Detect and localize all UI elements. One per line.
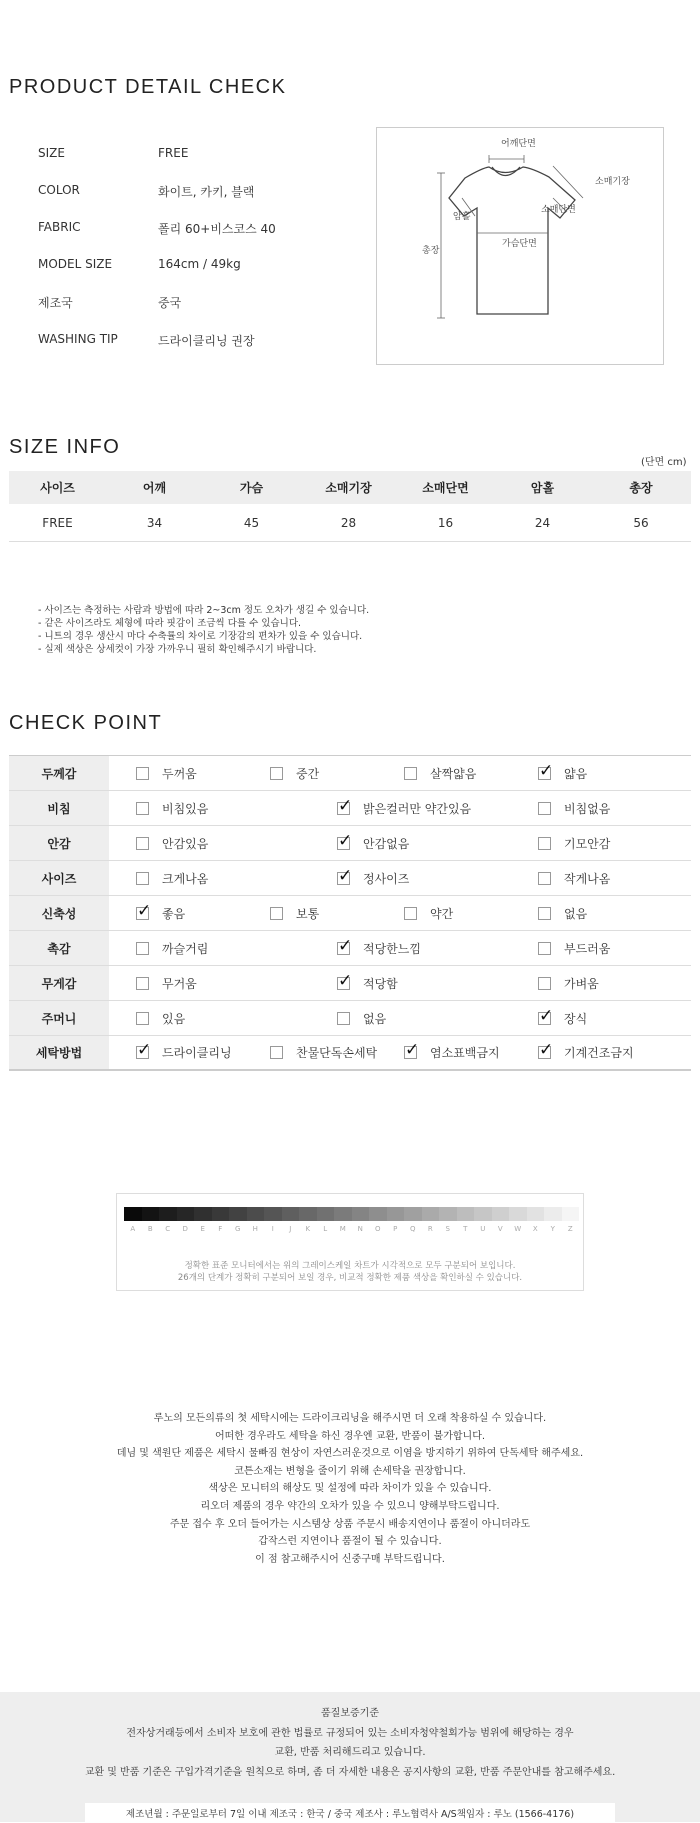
grayscale-swatch [159, 1207, 177, 1221]
spec-label-color: COLOR [38, 183, 80, 197]
size-notes [38, 604, 369, 656]
checkbox-checked[interactable] [538, 1012, 551, 1025]
grayscale-letter: H [252, 1225, 258, 1233]
grayscale-letter: J [289, 1225, 292, 1233]
size-table-header [9, 471, 691, 504]
checkbox-checked[interactable] [337, 837, 350, 850]
care-line: 코튼소재는 변형을 줄이기 위해 손세탁을 권장합니다. [234, 1465, 466, 1477]
option-pocket-no[interactable]: 없음 [337, 1001, 386, 1035]
size-unit: (단면 cm) [641, 457, 687, 468]
label-chest: 가슴단면 [502, 239, 537, 249]
checkbox[interactable] [136, 837, 149, 850]
grayscale-swatch [334, 1207, 352, 1221]
grayscale-note-2: 26개의 단계가 정확히 구분되어 보일 경우, 비교적 정확한 제품 색상을 확인하실 수 있습니다. [177, 1273, 523, 1283]
grayscale-swatch [492, 1207, 510, 1221]
checkbox[interactable] [136, 942, 149, 955]
grayscale-swatch [142, 1207, 160, 1221]
check-row-weight [9, 966, 691, 1001]
cell-total-length: 56 [633, 515, 649, 530]
option-texture-soft[interactable]: 부드러움 [538, 931, 610, 965]
grayscale-letter: Z [567, 1225, 573, 1233]
cell-shoulder: 34 [146, 515, 163, 530]
spec-label-fabric: FABRIC [38, 220, 81, 234]
footer-title: 품질보증기준 [321, 1708, 379, 1719]
footer-line: 전자상거래등에서 소비자 보호에 관한 법률로 규정되어 있는 소비자청약철회가능 범위에 해당하는 경우 [126, 1727, 574, 1739]
grayscale-letter: L [323, 1225, 328, 1233]
note-line: - 실제 색상은 상세컷이 가장 가까우니 필히 확인해주시기 바랍니다. [38, 644, 317, 655]
grayscale-letter: S [445, 1225, 450, 1233]
checkbox[interactable] [404, 907, 417, 920]
care-line: 리오더 제품의 경우 약간의 오차가 있을 수 있으니 양해부탁드립니다. [200, 1500, 500, 1512]
option-stretch-normal[interactable]: 보통 [270, 896, 319, 930]
label-sleeve-width: 소매단면 [541, 205, 576, 215]
grayscale-letter: Q [409, 1225, 416, 1233]
grayscale-swatch [177, 1207, 195, 1221]
grayscale-letter: K [305, 1225, 311, 1233]
check-label: 주머니 [9, 1001, 109, 1035]
option-stretch-good[interactable]: ✓ 좋음 [136, 896, 185, 930]
grayscale-letter: X [532, 1225, 538, 1233]
care-line: 갑작스런 지연이나 품절이 될 수 있습니다. [258, 1536, 442, 1548]
label-armhole: 암홀 [453, 212, 471, 222]
care-line: 어떠한 경우라도 세탁을 하신 경우엔 교환, 반품이 불가합니다. [214, 1430, 486, 1442]
check-label: 안감 [9, 826, 109, 860]
checkbox-checked[interactable] [337, 802, 350, 815]
grayscale-swatch [212, 1207, 230, 1221]
check-label: 무게감 [9, 966, 109, 1000]
option-sheer-yes[interactable]: 비침있음 [136, 791, 208, 825]
option-thin[interactable]: ✓ 얇음 [538, 756, 587, 790]
footer-line: 교환, 반품 처리해드리고 있습니다. [274, 1747, 426, 1758]
grayscale-letter: Y [550, 1225, 555, 1233]
checkbox[interactable] [270, 907, 283, 920]
grayscale-letter: G [235, 1225, 241, 1233]
checkbox[interactable] [404, 767, 417, 780]
option-lining-fleece[interactable]: 기모안감 [538, 826, 610, 860]
grayscale-swatch [422, 1207, 440, 1221]
care-line: 색상은 모니터의 해상도 및 설정에 따라 차이가 있을 수 있습니다. [208, 1483, 492, 1495]
option-size-true[interactable]: ✓ 정사이즈 [337, 861, 409, 895]
footer-text [0, 1704, 700, 1782]
grayscale-swatch [474, 1207, 492, 1221]
grayscale-letter: T [463, 1225, 468, 1233]
grayscale-swatch [562, 1207, 580, 1221]
grayscale-swatches [124, 1207, 579, 1221]
option-wash-cold-hand[interactable]: 찬물단독손세탁 [270, 1036, 377, 1069]
spec-label-model-size: MODEL SIZE [38, 257, 113, 271]
checkbox[interactable] [538, 907, 551, 920]
grayscale-swatch [457, 1207, 475, 1221]
note-line: - 사이즈는 측정하는 사람과 방법에 따라 2~3cm 정도 오차가 생길 수 있습니다. [38, 605, 370, 616]
grayscale-swatch [387, 1207, 405, 1221]
grayscale-swatch [369, 1207, 387, 1221]
checkbox[interactable] [136, 1012, 149, 1025]
note-line: - 같은 사이즈라도 체형에 따라 핏감이 조금씩 다를 수 있습니다. [38, 618, 302, 629]
option-lining-yes[interactable]: 안감있음 [136, 826, 208, 860]
header-sleeve-width: 소매단면 [422, 481, 469, 495]
grayscale-swatch [527, 1207, 545, 1221]
checkbox-checked[interactable] [538, 1046, 551, 1059]
spec-value-color: 화이트, 카키, 블랙 [158, 185, 255, 199]
option-stretch-none[interactable]: 없음 [538, 896, 587, 930]
spec-label-origin: 제조국 [38, 296, 73, 310]
grayscale-swatch [439, 1207, 457, 1221]
spec-value-model-size: 164cm / 49kg [158, 257, 241, 271]
option-size-small[interactable]: 작게나옴 [538, 861, 610, 895]
checkbox[interactable] [538, 872, 551, 885]
check-point-title: CHECK POINT [9, 712, 163, 734]
spec-label-size: SIZE [38, 146, 65, 160]
cell-sleeve-length: 28 [340, 515, 357, 530]
cell-chest: 45 [243, 515, 260, 530]
spec-value-washing: 드라이클리닝 권장 [158, 334, 255, 348]
measurement-diagram [376, 127, 664, 365]
option-texture-rough[interactable]: 까슬거림 [136, 931, 208, 965]
grayscale-letter: W [514, 1225, 522, 1233]
check-point-table [9, 755, 691, 1071]
option-medium[interactable]: 중간 [270, 756, 319, 790]
grayscale-letter: A [130, 1225, 136, 1233]
care-line: 주문 접수 후 오더 들어가는 시스템상 상품 주문시 배송지연이나 품절이 아니더라도 [169, 1518, 531, 1530]
checkbox-checked[interactable] [136, 907, 149, 920]
care-line: 데님 및 색원단 제품은 세탁시 물빠짐 현상이 자연스러운것으로 이염을 방지하기 위하여 단독세탁 해주세요. [116, 1448, 584, 1460]
checkbox[interactable] [136, 977, 149, 990]
check-label: 세탁방법 [9, 1036, 109, 1069]
grayscale-letter: P [393, 1225, 398, 1233]
manufacture-info-bar: 제조년월 : 주문일로부터 7일 이내 제조국 : 한국 / 중국 제조사 : 루노협력사 A/S책임자 : 루노 (1566-4176) [85, 1803, 615, 1823]
checkbox[interactable] [270, 767, 283, 780]
option-texture-moderate[interactable]: ✓ 적당한느낌 [337, 931, 421, 965]
quality-footer [0, 1692, 700, 1822]
check-label: 신축성 [9, 896, 109, 930]
grayscale-letter: B [147, 1225, 153, 1233]
grayscale-swatch [509, 1207, 527, 1221]
spec-label-washing: WASHING TIP [38, 332, 118, 346]
grayscale-swatch [404, 1207, 422, 1221]
care-notice [0, 1410, 700, 1568]
header-size: 사이즈 [40, 481, 75, 495]
grayscale-note-1: 정확한 표준 모니터에서는 위의 그레이스케일 차트가 시각적으로 모두 구분되어 보입니다. [184, 1261, 516, 1271]
grayscale-swatch [124, 1207, 142, 1221]
checkbox[interactable] [538, 977, 551, 990]
care-line: 이 점 참고해주시어 신중구매 부탁드립니다. [255, 1553, 445, 1565]
check-row-stretch [9, 896, 691, 931]
checkbox-checked[interactable] [337, 942, 350, 955]
check-row-washing [9, 1036, 691, 1071]
grayscale-letter: E [200, 1225, 205, 1233]
grayscale-letter: O [374, 1225, 381, 1233]
option-weight-light[interactable]: 가벼움 [538, 966, 599, 1000]
checkbox[interactable] [136, 767, 149, 780]
header-shoulder: 어깨 [142, 481, 167, 495]
checkbox-checked[interactable] [136, 1046, 149, 1059]
grayscale-letters [124, 1225, 579, 1233]
option-lining-no[interactable]: ✓ 안감없음 [337, 826, 409, 860]
checkbox[interactable] [538, 942, 551, 955]
option-pocket-decor[interactable]: ✓ 장식 [538, 1001, 587, 1035]
grayscale-letter: R [427, 1225, 433, 1233]
option-wash-dry[interactable]: ✓ 드라이클리닝 [136, 1036, 232, 1069]
option-wash-no-machine-dry[interactable]: ✓ 기계건조금지 [538, 1036, 634, 1069]
checkbox-checked[interactable] [538, 767, 551, 780]
check-label: 비침 [9, 791, 109, 825]
check-label: 두께감 [9, 756, 109, 790]
spec-value-size: FREE [158, 146, 189, 160]
grayscale-letter: D [182, 1225, 188, 1233]
grayscale-swatch [229, 1207, 247, 1221]
grayscale-letter: I [271, 1225, 274, 1233]
header-chest: 가슴 [239, 481, 264, 495]
checkbox[interactable] [136, 802, 149, 815]
spec-value-origin: 중국 [158, 296, 182, 310]
option-sheer-no[interactable]: 비침없음 [538, 791, 610, 825]
check-row-thickness [9, 756, 691, 791]
grayscale-swatch [299, 1207, 317, 1221]
grayscale-swatch [194, 1207, 212, 1221]
checkbox-checked[interactable] [337, 872, 350, 885]
option-weight-moderate[interactable]: ✓ 적당함 [337, 966, 398, 1000]
checkbox-checked[interactable] [337, 977, 350, 990]
option-size-large[interactable]: 크게나옴 [136, 861, 208, 895]
option-wash-no-bleach[interactable]: ✓ 염소표백금지 [404, 1036, 500, 1069]
check-row-sheer [9, 791, 691, 826]
cell-size: FREE [42, 515, 73, 530]
option-slightly-thin[interactable]: 살짝얇음 [404, 756, 476, 790]
checkbox[interactable] [270, 1046, 283, 1059]
care-line: 루노의 모든의류의 첫 세탁시에는 드라이크리닝을 해주시면 더 오래 착용하실 수 있습니다. [153, 1413, 547, 1424]
grayscale-swatch [264, 1207, 282, 1221]
grayscale-swatch [317, 1207, 335, 1221]
grayscale-letter: V [497, 1225, 503, 1233]
grayscale-letter: U [480, 1225, 486, 1233]
option-stretch-slight[interactable]: 약간 [404, 896, 453, 930]
check-row-size [9, 861, 691, 896]
checkbox[interactable] [337, 1012, 350, 1025]
label-shoulder: 어깨단면 [501, 139, 536, 149]
header-armhole: 암홀 [530, 481, 555, 495]
option-pocket-yes[interactable]: 있음 [136, 1001, 185, 1035]
check-label: 사이즈 [9, 861, 109, 895]
checkbox[interactable] [538, 837, 551, 850]
cell-armhole: 24 [534, 515, 551, 530]
grayscale-letter: M [339, 1225, 346, 1233]
check-label: 촉감 [9, 931, 109, 965]
footer-line: 교환 및 반품 기준은 구입가격기준을 원칙으로 하며, 좀 더 자세한 내용은 공지사항의 교환, 반품 주문안내를 참고해주세요. [84, 1766, 616, 1778]
cell-sleeve-width: 16 [437, 515, 454, 530]
label-sleeve-length: 소매기장 [595, 177, 630, 187]
checkbox-checked[interactable] [404, 1046, 417, 1059]
detail-title: PRODUCT DETAIL CHECK [9, 76, 287, 98]
checkbox[interactable] [538, 802, 551, 815]
grayscale-swatch [352, 1207, 370, 1221]
checkbox[interactable] [136, 872, 149, 885]
grayscale-swatch [282, 1207, 300, 1221]
grayscale-letter: N [357, 1225, 363, 1233]
grayscale-swatch [544, 1207, 562, 1221]
grayscale-swatch [247, 1207, 265, 1221]
header-sleeve-length: 소매기장 [325, 481, 372, 495]
check-row-pocket [9, 1001, 691, 1036]
check-row-lining [9, 826, 691, 861]
check-row-texture [9, 931, 691, 966]
grayscale-letter: C [165, 1225, 171, 1233]
label-total-length: 총장 [422, 246, 440, 256]
size-info-title: SIZE INFO [9, 436, 121, 458]
grayscale-panel [116, 1193, 584, 1291]
grayscale-letter: F [218, 1225, 223, 1233]
option-sheer-light[interactable]: ✓ 밝은컬러만 약간있음 [337, 791, 471, 825]
option-weight-heavy[interactable]: 무거움 [136, 966, 197, 1000]
header-total-length: 총장 [629, 481, 653, 495]
note-line: - 니트의 경우 생산시 마다 수축률의 차이로 기장감의 편차가 있을 수 있습니다. [38, 631, 363, 642]
table-row [9, 504, 691, 542]
spec-value-fabric: 폴리 60+비스코스 40 [158, 222, 276, 236]
option-thick[interactable]: 두꺼움 [136, 756, 197, 790]
